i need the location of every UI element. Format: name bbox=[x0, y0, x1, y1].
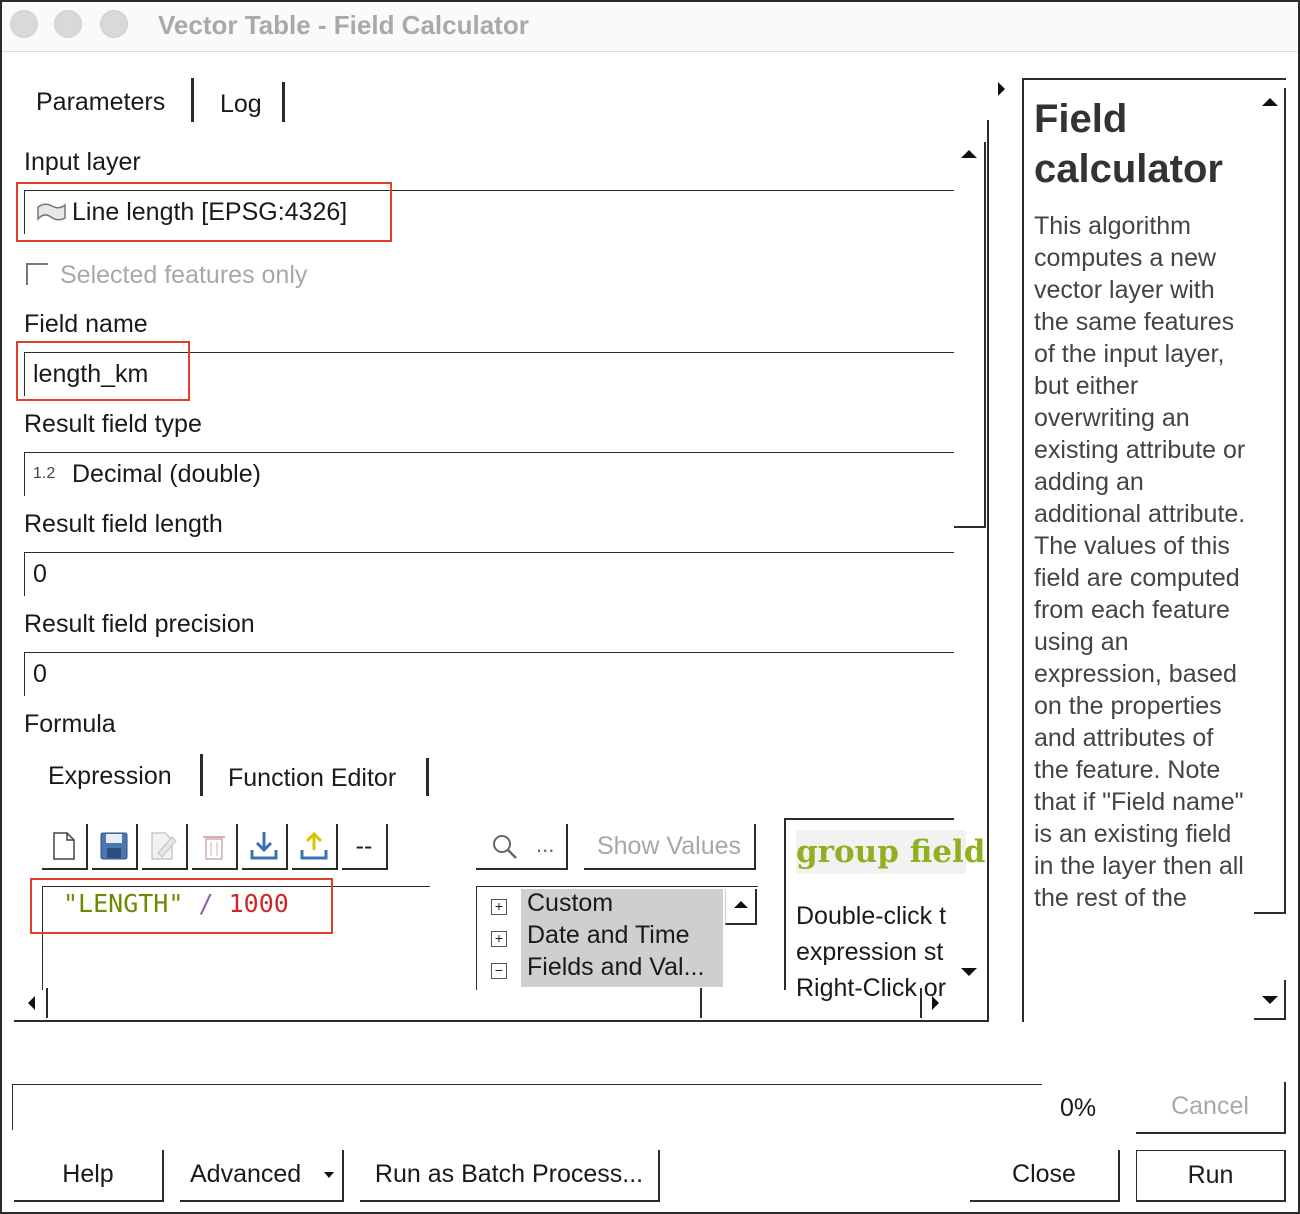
result-precision-label: Result field precision bbox=[24, 610, 255, 638]
save-icon bbox=[99, 831, 129, 861]
new-file-button[interactable] bbox=[42, 824, 88, 870]
edit-button[interactable] bbox=[142, 824, 188, 870]
expression-field: "LENGTH" bbox=[63, 889, 184, 918]
tab-divider bbox=[200, 754, 203, 796]
decimal-type-icon: 1.2 bbox=[33, 465, 56, 482]
selected-features-checkbox[interactable] bbox=[26, 263, 48, 285]
result-type-select[interactable] bbox=[24, 452, 954, 496]
result-length-label: Result field length bbox=[24, 510, 223, 538]
delete-button[interactable] bbox=[192, 824, 238, 870]
result-type-label: Result field type bbox=[24, 410, 202, 438]
cancel-button[interactable]: Cancel bbox=[1136, 1082, 1286, 1134]
expand-plus-icon[interactable]: + bbox=[491, 931, 507, 947]
function-help-line: Double-click t bbox=[796, 902, 947, 930]
highlight-field-name bbox=[16, 341, 190, 401]
help-button[interactable]: Help bbox=[14, 1150, 164, 1202]
field-name-value: length_km bbox=[33, 360, 149, 388]
input-layer-label: Input layer bbox=[24, 148, 141, 176]
function-help-line: expression st bbox=[796, 938, 944, 966]
help-scroll-down-button[interactable] bbox=[1254, 980, 1286, 1020]
close-window-button[interactable] bbox=[10, 10, 38, 38]
horizontal-scrollbar-thumb[interactable] bbox=[46, 988, 702, 1018]
tab-divider bbox=[426, 758, 429, 796]
result-length-spinbox[interactable] bbox=[24, 552, 954, 596]
import-button[interactable] bbox=[242, 824, 288, 870]
result-precision-spinbox[interactable] bbox=[24, 652, 954, 696]
result-type-value: Decimal (double) bbox=[72, 460, 261, 488]
tree-item-fields-values[interactable]: Fields and Val... bbox=[527, 953, 705, 981]
tab-function-editor[interactable]: Function Editor bbox=[228, 764, 397, 792]
upload-icon bbox=[299, 830, 329, 862]
tab-expression[interactable]: Expression bbox=[48, 762, 172, 790]
show-values-button[interactable]: Show Values bbox=[584, 824, 756, 870]
tab-divider bbox=[282, 82, 285, 122]
expand-plus-icon[interactable]: + bbox=[491, 899, 507, 915]
params-scrollbar-thumb[interactable] bbox=[954, 142, 986, 528]
edit-icon bbox=[150, 831, 178, 861]
function-help-line: Right-Click or bbox=[796, 974, 947, 1002]
scroll-up-arrow-icon[interactable] bbox=[961, 150, 977, 158]
save-button[interactable] bbox=[92, 824, 138, 870]
algorithm-help-panel bbox=[1022, 78, 1286, 1022]
tab-log[interactable]: Log bbox=[220, 90, 262, 118]
field-name-label: Field name bbox=[24, 310, 148, 338]
result-length-value: 0 bbox=[33, 560, 47, 588]
tab-divider bbox=[191, 78, 194, 122]
dropdown-arrow-icon bbox=[324, 1172, 334, 1178]
minimize-window-button[interactable] bbox=[54, 10, 82, 38]
help-scrollbar-thumb[interactable] bbox=[1254, 88, 1286, 914]
tree-item-date-time[interactable]: Date and Time bbox=[527, 921, 690, 949]
scroll-right-segment[interactable] bbox=[920, 988, 960, 1018]
advanced-button[interactable] bbox=[180, 1150, 344, 1202]
trash-icon bbox=[201, 831, 227, 861]
export-button[interactable] bbox=[292, 824, 338, 870]
input-layer-value: Line length [EPSG:4326] bbox=[72, 198, 348, 226]
zoom-window-button[interactable] bbox=[100, 10, 128, 38]
title-bar bbox=[2, 2, 1298, 52]
progress-bar bbox=[12, 1084, 1042, 1130]
run-as-batch-button[interactable]: Run as Batch Process... bbox=[360, 1150, 660, 1202]
result-precision-value: 0 bbox=[33, 660, 47, 688]
highlight-input-layer bbox=[16, 182, 392, 242]
progress-percent: 0% bbox=[1060, 1094, 1097, 1122]
scroll-down-arrow-icon[interactable] bbox=[961, 968, 977, 976]
search-icon bbox=[492, 834, 518, 860]
highlight-expression bbox=[30, 878, 333, 934]
function-help-title: group field bbox=[796, 834, 986, 870]
function-tree bbox=[476, 886, 758, 990]
scroll-up-arrow-icon[interactable] bbox=[734, 901, 748, 908]
scroll-left-arrow-icon[interactable] bbox=[28, 996, 35, 1010]
formula-label: Formula bbox=[24, 710, 116, 738]
horizontal-scrollbar[interactable] bbox=[14, 988, 988, 1022]
run-button[interactable]: Run bbox=[1136, 1150, 1286, 1202]
expression-number: 1000 bbox=[228, 889, 289, 918]
collapse-help-arrow-icon[interactable] bbox=[998, 82, 1005, 96]
function-search-input[interactable] bbox=[476, 824, 568, 870]
tree-scrollbar[interactable] bbox=[725, 889, 757, 925]
download-icon bbox=[249, 830, 279, 862]
scroll-down-arrow-icon[interactable] bbox=[1262, 996, 1278, 1004]
more-options-button[interactable]: -- bbox=[342, 824, 388, 870]
params-panel-border bbox=[987, 120, 989, 1022]
close-button[interactable]: Close bbox=[970, 1150, 1120, 1202]
scroll-up-arrow-icon[interactable] bbox=[1262, 98, 1278, 106]
help-panel-title: Field calculator bbox=[1034, 97, 1223, 191]
tree-item-custom[interactable]: Custom bbox=[527, 889, 614, 917]
expression-operator: / bbox=[198, 889, 214, 918]
help-panel-body: This algorithm computes a new vector layer with the same features of the input layer, but either overwriting an existing attribute or adding an additional attribute. The values of this field are computed from each feature using an expression, based on the properties and attributes of the feature. Note that if "Field name" is an existing field in the layer then all the rest of the bbox=[1034, 212, 1246, 912]
selected-features-label: Selected features only bbox=[60, 261, 308, 289]
advanced-button-label: Advanced bbox=[190, 1160, 302, 1188]
collapse-minus-icon[interactable]: − bbox=[491, 963, 507, 979]
function-help-panel bbox=[784, 818, 986, 1002]
new-file-icon bbox=[52, 831, 76, 861]
tab-parameters[interactable]: Parameters bbox=[36, 88, 166, 116]
window-title: Vector Table - Field Calculator bbox=[158, 10, 529, 40]
search-placeholder: ... bbox=[536, 832, 555, 857]
